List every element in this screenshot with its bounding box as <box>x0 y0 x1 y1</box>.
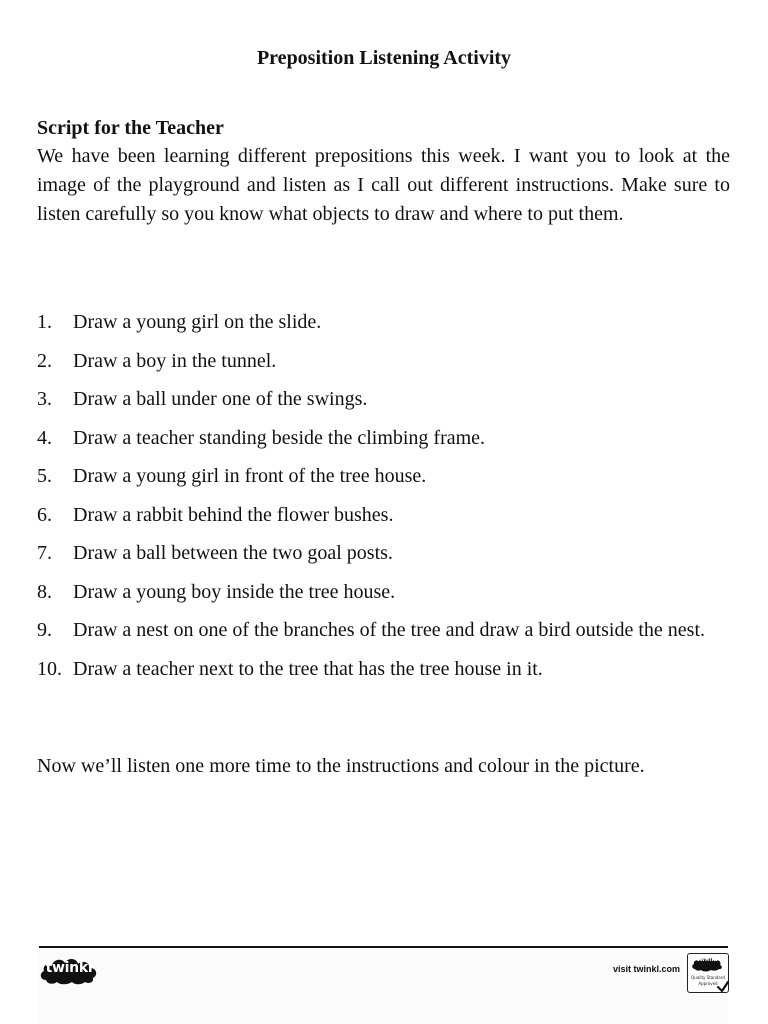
list-item <box>37 347 737 376</box>
twinkl-logo[interactable] <box>38 954 100 986</box>
list-item-number: 10. <box>37 657 62 680</box>
list-item <box>37 462 737 491</box>
list-item-number: 6. <box>37 503 52 526</box>
checkmark-icon <box>716 980 730 994</box>
list-item <box>37 501 737 530</box>
list-item-number: 1. <box>37 311 52 333</box>
list-item-number: 4. <box>37 426 52 449</box>
list-item-number: 3. <box>37 388 52 410</box>
badge-line-2: Approved <box>698 981 718 986</box>
script-heading: Script for the Teacher <box>37 117 224 139</box>
badge-cloud-text: twinkl <box>696 956 718 963</box>
footer-divider <box>39 946 728 948</box>
instruction-list <box>37 308 737 693</box>
list-item-number: 9. <box>37 619 52 641</box>
list-item-text: Draw a nest on one of the branches of the tree and draw a bird outside the nest. <box>73 619 706 641</box>
footer <box>39 948 728 1024</box>
list-item <box>37 539 737 568</box>
list-item-text: Draw a teacher next to the tree that has the tree house in it. <box>73 657 543 680</box>
list-item <box>37 578 737 607</box>
list-item-text: Draw a teacher standing beside the climbing frame. <box>73 426 486 449</box>
outro-paragraph: Now we’ll listen one more time to the instructions and colour in the picture. <box>37 755 645 777</box>
list-item-number: 2. <box>37 349 52 372</box>
list-item-text: Draw a young girl in front of the tree house. <box>73 465 427 487</box>
list-item <box>37 424 737 453</box>
list-item <box>37 308 737 337</box>
list-item <box>37 655 737 684</box>
badge-line-1: Quality Standard <box>691 975 725 980</box>
list-item-number: 5. <box>37 465 52 487</box>
list-item-number: 8. <box>37 580 52 603</box>
list-item-text: Draw a rabbit behind the flower bushes. <box>73 503 394 526</box>
list-item-text: Draw a ball between the two goal posts. <box>73 542 393 564</box>
list-item-text: Draw a boy in the tunnel. <box>73 349 277 372</box>
list-item-number: 7. <box>37 542 52 564</box>
list-item-text: Draw a young boy inside the tree house. <box>73 580 396 603</box>
logo-text: twinkl <box>45 960 93 976</box>
page-title: Preposition Listening Activity <box>256 47 512 69</box>
visit-link[interactable]: visit twinkl.com <box>612 964 680 974</box>
quality-standard-badge-icon <box>687 953 729 993</box>
list-item <box>37 616 737 645</box>
intro-paragraph: We have been learning different prepositions this week. I want you to look at the image of the playground and listen as I call out different instructions. Make sure to listen carefully so you know what objects to draw and where to put them. <box>37 145 730 225</box>
list-item-text: Draw a ball under one of the swings. <box>73 388 368 410</box>
list-item <box>37 385 737 414</box>
list-item-text: Draw a young girl on the slide. <box>73 311 322 333</box>
